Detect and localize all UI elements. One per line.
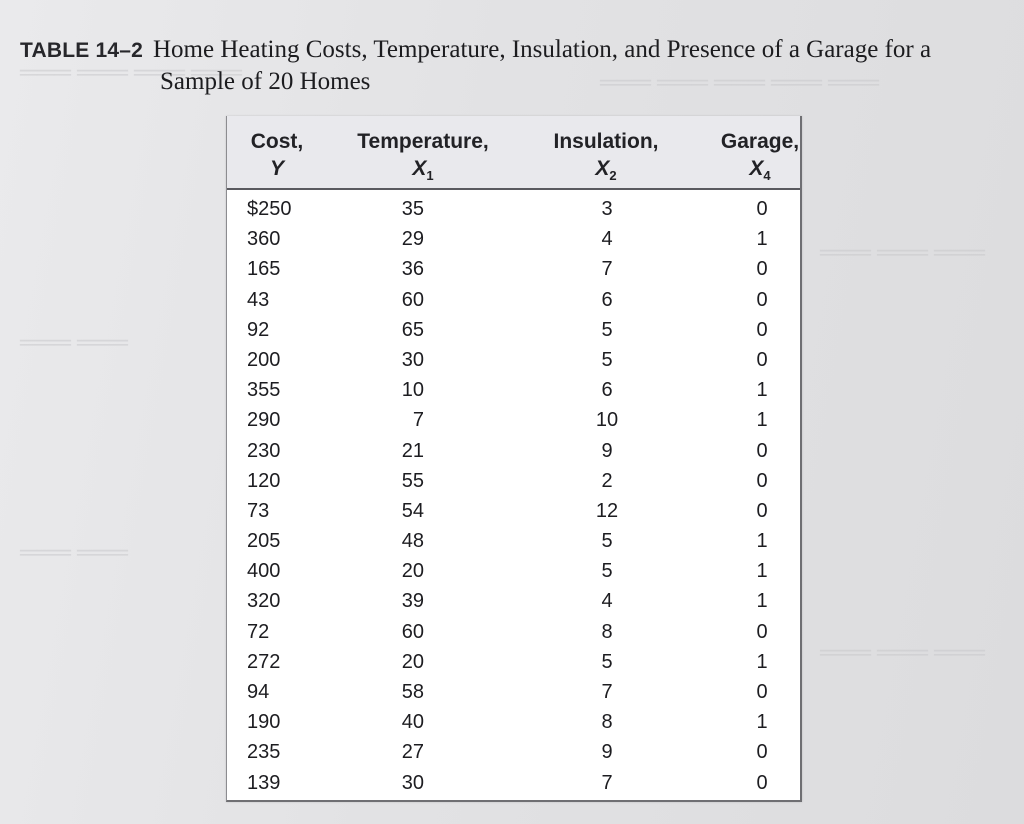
header-temperature	[355, 128, 491, 189]
cell-garage: 1	[756, 409, 768, 432]
header-cost-name: Cost,	[250, 130, 304, 153]
cell-insulation: 5	[601, 318, 613, 341]
caption-text-line1: Home Heating Costs, Temperature, Insulation, and Presence of a Garage for a	[153, 36, 932, 63]
cell-insulation: 5	[601, 560, 613, 583]
cell-garage: 0	[756, 318, 768, 341]
cell-garage: 0	[756, 499, 768, 522]
header-temperature-symbol: $X_1$	[412, 157, 434, 184]
cell-cost: 190	[247, 711, 281, 734]
cell-garage: 0	[756, 439, 768, 462]
cell-cost: 200	[247, 348, 281, 371]
cell-temperature: 20	[401, 560, 424, 583]
header-cost	[241, 128, 313, 182]
cell-insulation: 9	[601, 741, 613, 764]
cell-temperature: 36	[401, 258, 424, 281]
show-through-text: ═══ ═══	[20, 540, 129, 566]
cell-temperature: 10	[401, 379, 424, 402]
cell-insulation: 8	[601, 711, 613, 734]
cell-cost: 360	[247, 228, 281, 251]
cell-cost: 400	[247, 560, 281, 583]
cell-cost: 272	[247, 650, 281, 673]
cell-insulation: 7	[601, 258, 613, 281]
table-number: TABLE 14–2	[20, 39, 143, 62]
table-row	[227, 196, 800, 226]
show-through-text: ═══ ═══	[20, 330, 129, 356]
cell-garage: 0	[756, 258, 768, 281]
cell-garage: 0	[756, 288, 768, 311]
cell-temperature: 7	[412, 409, 424, 432]
cell-insulation: 7	[601, 681, 613, 703]
cell-garage: 0	[756, 620, 768, 643]
cell-insulation: 10	[595, 409, 619, 432]
cell-insulation: 8	[601, 620, 613, 643]
cell-insulation: 5	[601, 530, 613, 553]
cell-insulation: 12	[595, 499, 619, 522]
cell-cost: $250	[247, 198, 292, 220]
cell-temperature: 55	[401, 469, 424, 492]
table-row	[227, 226, 800, 256]
cell-insulation: 6	[601, 379, 613, 402]
cell-cost: 205	[247, 530, 281, 553]
table-row	[227, 528, 800, 558]
cell-garage: 0	[756, 469, 768, 492]
cell-temperature: 20	[401, 650, 424, 673]
table-row	[227, 377, 800, 407]
cell-garage: 0	[756, 348, 768, 371]
show-through-text: ═══ ═══ ═══	[820, 240, 986, 266]
cell-garage: 0	[756, 771, 768, 794]
cell-temperature: 65	[401, 318, 424, 341]
cell-garage: 1	[756, 228, 768, 251]
cell-insulation: 5	[601, 650, 613, 673]
cell-temperature: 60	[401, 620, 424, 643]
cell-temperature: 27	[401, 741, 424, 764]
cell-temperature: 30	[401, 348, 424, 371]
table-row	[227, 770, 800, 800]
table-row	[227, 347, 800, 377]
table-body	[227, 196, 800, 800]
cell-temperature: 30	[401, 771, 424, 794]
cell-temperature: 48	[401, 530, 424, 553]
cell-garage: 0	[756, 198, 768, 220]
cell-cost: 139	[247, 771, 281, 794]
cell-cost: 73	[247, 499, 270, 522]
show-through-text: ═══ ═══ ═══ ═══	[20, 60, 243, 86]
caption-text-line2: Sample of 20 Homes	[160, 68, 371, 95]
cell-garage: 0	[756, 741, 768, 764]
cell-cost: 92	[247, 318, 270, 341]
cell-cost: 120	[247, 469, 281, 492]
table-row	[227, 679, 800, 709]
cell-insulation: 6	[601, 288, 613, 311]
cell-cost: 235	[247, 741, 281, 764]
table-row	[227, 558, 800, 588]
show-through-text: ═══ ═══ ═══	[820, 640, 986, 666]
header-garage-name: Garage,	[720, 130, 800, 153]
cell-insulation: 3	[601, 198, 613, 220]
header-cost-symbol: Y	[269, 157, 284, 180]
table-row	[227, 588, 800, 618]
cell-cost: 290	[247, 409, 281, 432]
header-garage	[717, 128, 803, 189]
cell-temperature: 35	[401, 198, 424, 220]
cell-temperature: 29	[401, 228, 424, 251]
table-row	[227, 438, 800, 468]
cell-temperature: 21	[401, 439, 424, 462]
cell-garage: 1	[756, 650, 768, 673]
table-row	[227, 407, 800, 437]
cell-garage: 1	[756, 711, 768, 734]
cell-cost: 230	[247, 439, 281, 462]
table-row	[227, 739, 800, 769]
header-insulation-name: Insulation,	[553, 130, 659, 153]
cell-insulation: 5	[601, 348, 613, 371]
cell-garage: 1	[756, 590, 768, 613]
table-row	[227, 619, 800, 649]
cell-cost: 94	[247, 681, 270, 703]
cell-temperature: 58	[401, 681, 424, 703]
table-row	[227, 287, 800, 317]
show-through-text: ═══ ═══ ═══ ═══ ═══	[600, 70, 880, 96]
table-caption	[20, 34, 1010, 97]
cell-temperature: 54	[401, 499, 424, 522]
header-garage-symbol: $X_4$	[749, 157, 771, 184]
table-row	[227, 709, 800, 739]
cell-cost: 43	[247, 288, 270, 311]
table-header	[227, 116, 800, 190]
header-insulation-symbol: $X_2$	[595, 157, 617, 184]
cell-insulation: 7	[601, 771, 613, 794]
table-row	[227, 256, 800, 286]
cell-cost: 165	[247, 258, 281, 281]
cell-garage: 1	[756, 530, 768, 553]
table-row	[227, 498, 800, 528]
cell-garage: 1	[756, 560, 768, 583]
table-row	[227, 468, 800, 498]
cell-garage: 1	[756, 379, 768, 402]
cell-cost: 72	[247, 620, 270, 643]
data-table	[226, 116, 802, 802]
cell-temperature: 39	[401, 590, 424, 613]
header-insulation	[545, 128, 667, 189]
cell-cost: 355	[247, 379, 281, 402]
cell-garage: 0	[756, 681, 768, 703]
header-temperature-name: Temperature,	[357, 130, 489, 153]
cell-insulation: 9	[601, 439, 613, 462]
cell-temperature: 40	[401, 711, 424, 734]
cell-temperature: 60	[401, 288, 424, 311]
cell-cost: 320	[247, 590, 281, 613]
cell-insulation: 4	[601, 590, 613, 613]
cell-insulation: 4	[601, 228, 613, 251]
table-row	[227, 317, 800, 347]
table-row	[227, 649, 800, 679]
cell-insulation: 2	[601, 469, 613, 492]
